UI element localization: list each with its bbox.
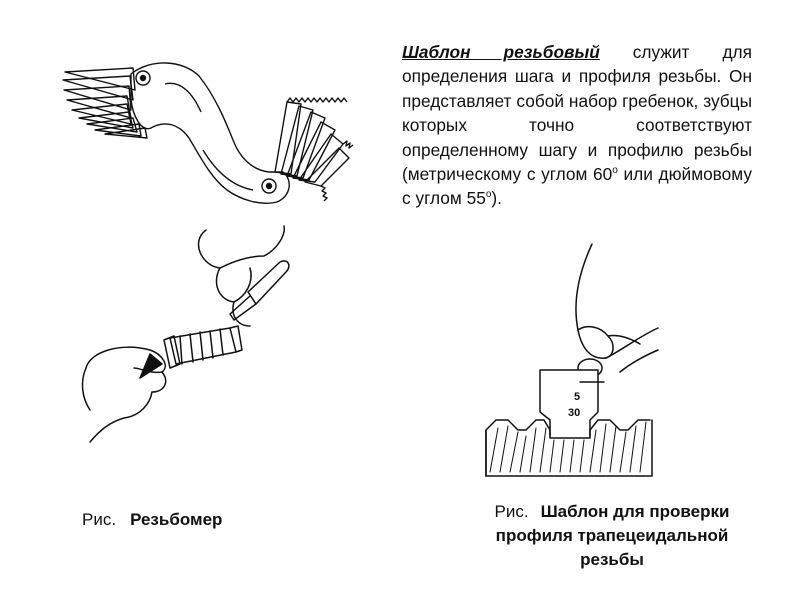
degree-mark-1: o (612, 165, 618, 177)
description-paragraph (402, 40, 752, 211)
figure-caption-title: Резьбомер (130, 510, 223, 529)
hands-measuring-illustration (70, 222, 310, 452)
template-stamp-top: 5 (574, 391, 581, 403)
trapezoid-template-illustration (480, 240, 660, 490)
description-term: Шаблон резьбовый (402, 42, 600, 62)
description-text-2: или дюймовому с углом 55 (402, 164, 752, 209)
degree-mark-2: o (485, 189, 492, 201)
description-text-3: ). (491, 188, 502, 209)
template-stamp-bottom: 30 (568, 407, 581, 419)
figure-caption-left (82, 508, 222, 532)
thread-gauge-illustration (55, 40, 355, 210)
figure-caption-prefix: Рис. (82, 510, 117, 529)
figure-caption-prefix: Рис. (494, 502, 529, 521)
description-text-1: служит для определения шага и профиля резьбы. Он представляет собой набор гребенок, зубцы которых точно соответствуют определенному шагу и профилю резьбы (метрическому с углом 60 (402, 42, 752, 185)
figure-caption-right (462, 500, 762, 572)
figure-caption-title: Шаблон для проверки профиля трапецеидальной резьбы (495, 502, 730, 569)
